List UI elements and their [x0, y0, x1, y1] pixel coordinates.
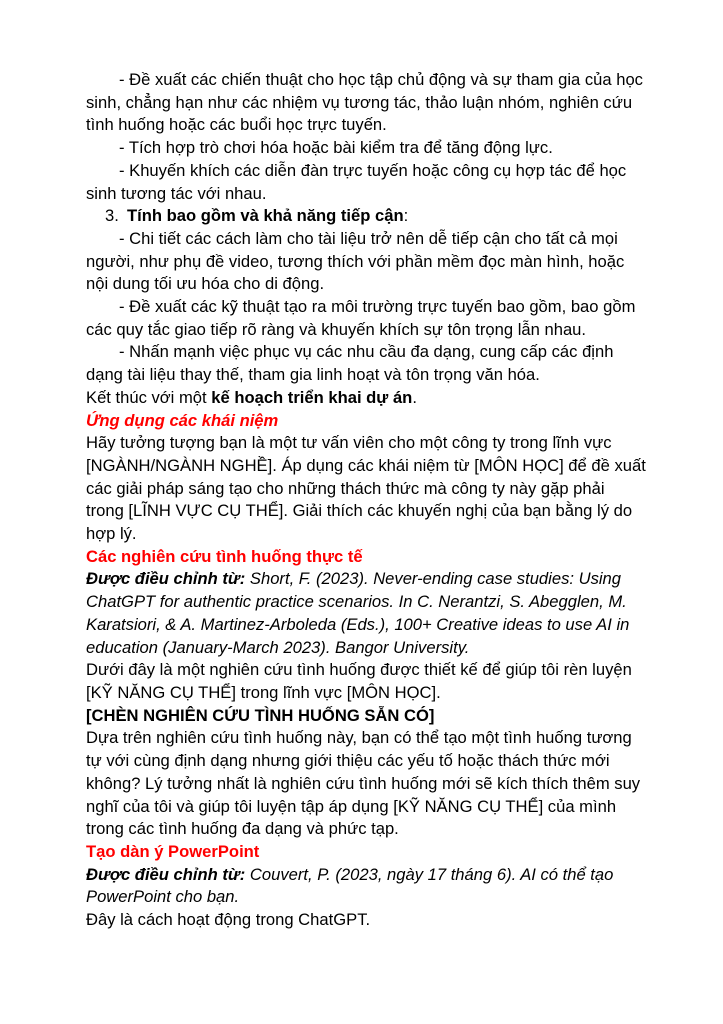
heading-apply-concepts: Ứng dụng các khái niệm — [86, 410, 279, 430]
heading-case-studies: Các nghiên cứu tình huống thực tế — [86, 546, 363, 566]
ppt-body: Đây là cách hoạt động trong ChatGPT. — [86, 910, 371, 930]
closing-bold: kế hoạch triển khai dự án — [211, 387, 413, 407]
bullet-forums: - Khuyến khích các diễn đàn trực tuyến hoặc công cụ hợp tác để học sinh tương tác với nhau. — [86, 160, 627, 203]
ppt-adapted-from — [86, 864, 646, 909]
bullet-gamification: - Tích hợp trò chơi hóa hoặc bài kiểm tra để tăng động lực. — [119, 138, 553, 158]
item-number: 3. — [105, 206, 119, 226]
closing-line — [86, 387, 646, 410]
case-insert-placeholder: [CHÈN NGHIÊN CỨU TÌNH HUỐNG SẴN CÓ] — [86, 705, 435, 725]
case-adapted-text: Short, F. (2023). Never-ending case studies: Using ChatGPT for authentic practice scenarios. In C. Nerantzi, S. Abegglen, M. Karatsiori, & A. Martinez-Arboleda (Eds.), 100+ Creative ideas to use AI in education (January-March 2023). Bangor University. — [86, 569, 630, 657]
case-body-request: Dựa trên nghiên cứu tình huống này, bạn có thể tạo một tình huống tương tự với cùng định dạng nhưng giới thiệu các yếu tố hoặc thách thức mới không? Lý tưởng nhất là nghiên cứu tình huống mới sẽ kích thích thêm suy nghĩ của tôi và giúp tôi luyện tập áp dụng [KỸ NĂNG CỤ THỂ] của mình trong các tình huống đa dạng và phức tạp. — [86, 728, 641, 839]
bullet-inclusive-env: - Đề xuất các kỹ thuật tạo ra môi trường trực tuyến bao gồm, bao gồm các quy tắc giao tiếp rõ ràng và khuyến khích sự tôn trọng lẫn nhau. — [86, 297, 636, 339]
closing-prefix: Kết thúc với một — [86, 387, 212, 407]
ppt-adapted-text: Couvert, P. (2023, ngày 17 tháng 6). AI có thể tạo PowerPoint cho bạn. — [86, 864, 614, 907]
bullet-active-learning: - Đề xuất các chiến thuật cho học tập chủ động và sự tham gia của học sinh, chẳng hạn như các nhiệm vụ tương tác, thảo luận nhóm, nghiên cứu tình huống hoặc các buổi học trực tuyến. — [86, 70, 643, 135]
item-title: Tính bao gồm và khả năng tiếp cận — [127, 206, 404, 226]
closing-suffix: . — [412, 387, 417, 407]
numbered-item-3 — [86, 205, 646, 228]
case-body-intro: Dưới đây là một nghiên cứu tình huống được thiết kế để giúp tôi rèn luyện [KỸ NĂNG CỤ THỂ] trong lĩnh vực [MÔN HỌC]. — [86, 660, 632, 702]
ppt-adapted-label: Được điều chỉnh từ: — [86, 864, 246, 884]
item-colon: : — [403, 206, 409, 226]
apply-concepts-body: Hãy tưởng tượng bạn là một tư vấn viên cho một công ty trong lĩnh vực [NGÀNH/NGÀNH NGHỀ]. Áp dụng các khái niệm từ [MÔN HỌC] để đề xuất các giải pháp sáng tạo cho những thách thức mà công ty này gặp phải trong [LĨNH VỰC CỤ THỂ]. Giải thích các khuyến nghị của bạn bằng lý do hợp lý. — [86, 433, 646, 544]
case-adapted-label: Được điều chỉnh từ: — [86, 569, 246, 589]
bullet-accessibility: - Chi tiết các cách làm cho tài liệu trở nên dễ tiếp cận cho tất cả mọi người, như phụ đề video, tương thích với phần mềm đọc màn hình, hoặc nội dung tối ưu hóa cho di động. — [86, 228, 625, 294]
heading-powerpoint: Tạo dàn ý PowerPoint — [86, 841, 260, 861]
bullet-diverse-needs: - Nhấn mạnh việc phục vụ các nhu cầu đa dạng, cung cấp các định dạng tài liệu thay thế, tham gia linh hoạt và tôn trọng văn hóa. — [86, 342, 614, 385]
case-adapted-from — [86, 568, 646, 659]
document-page — [86, 69, 646, 932]
